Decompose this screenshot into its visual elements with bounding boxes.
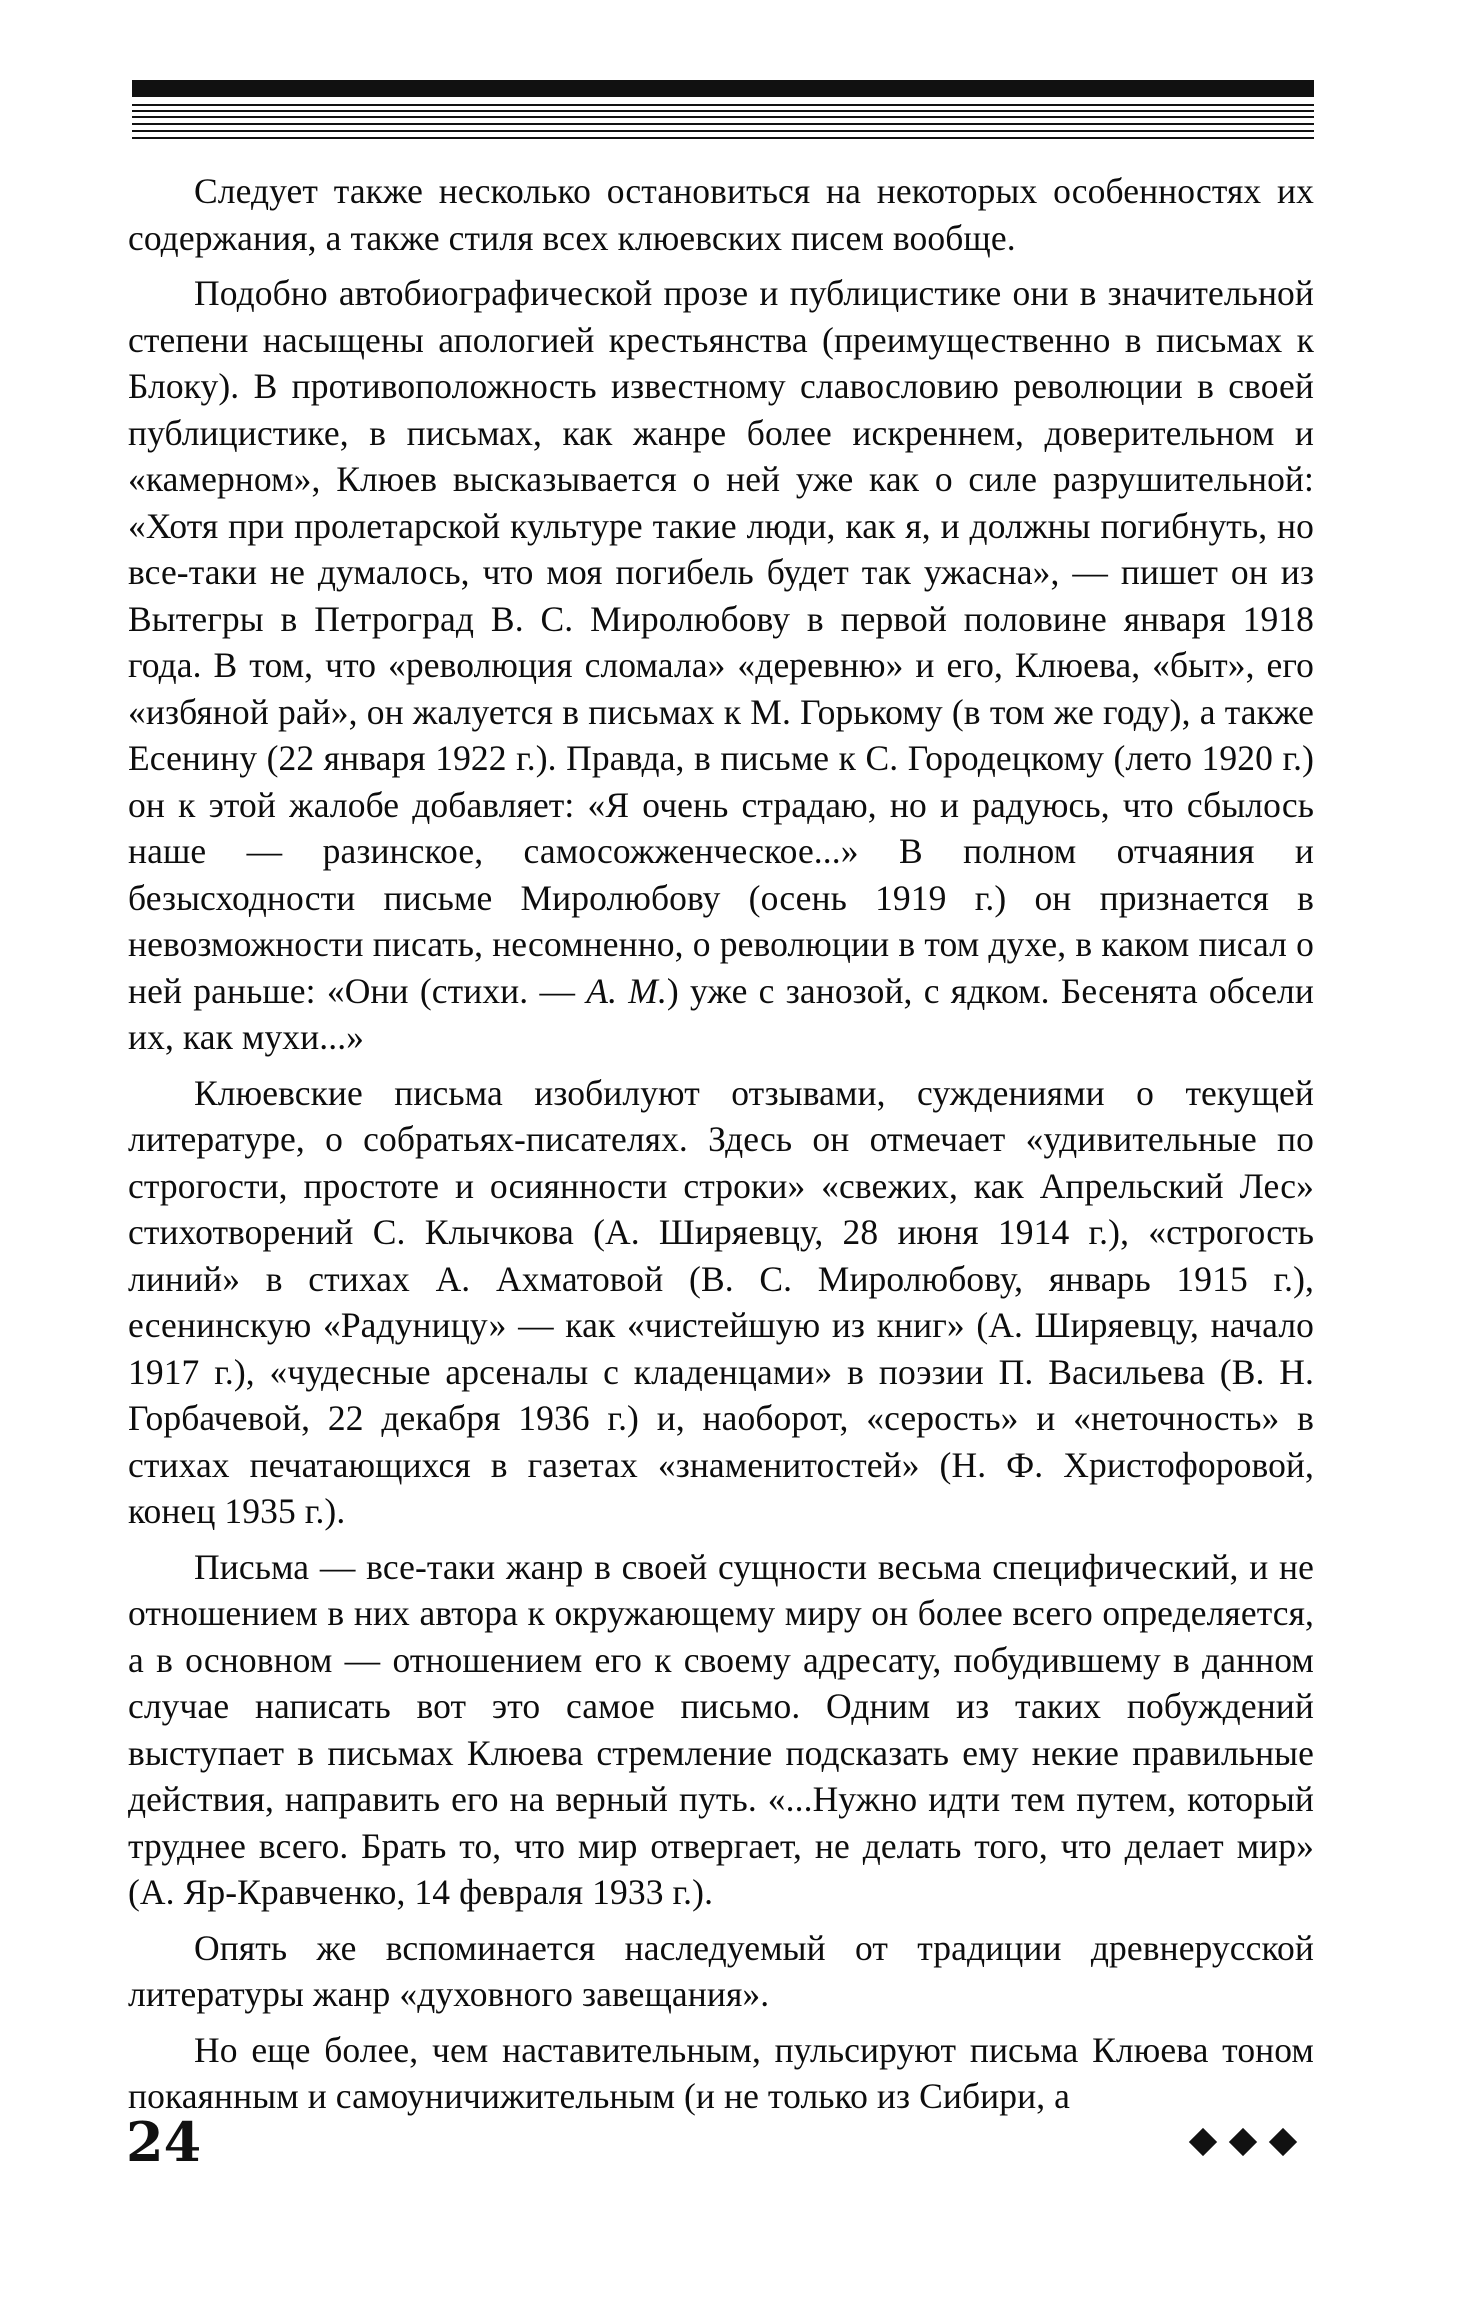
diamond-icon <box>1189 2128 1217 2156</box>
paragraph: Клюевские письма изобилуют отзывами, суждениями о текущей литературе, о собратьях-писателях. Здесь он отмечает «удивительные по строгости, простоте и осиянности строки» «свежих, как Апрельский Лес» стихотворений С. Клычкова (А. Ширяевцу, 28 июня 1914 г.), «строгость линий» в стихах А. Ахматовой (В. С. Миролюбову, январь 1915 г.), есенинскую «Радуницу» — как «чистейшую из книг» (А. Ширяевцу, начало 1917 г.), «чудесные арсеналы с кладенцами» в поэзии П. Васильева (В. Н. Горбачевой, 22 декабря 1936 г.) и, наоборот, «серость» и «неточность» в стихах печатающихся в газетах «знаменитостей» (Н. Ф. Христофоровой, конец 1935 г.). <box>128 1072 1314 1531</box>
header-rule-line <box>132 116 1314 118</box>
header-rule-line <box>132 104 1314 106</box>
diamond-ornament-icon <box>1188 2126 1298 2158</box>
page-number: 24 <box>126 2110 202 2174</box>
paragraph: Но еще более, чем наставительным, пульсируют письма Клюева тоном покаянным и самоуничижительным (и не только из Сибири, а <box>128 2029 1314 2116</box>
header-rule-line <box>132 137 1314 139</box>
paragraph: Письма — все-таки жанр в своей сущности весьма специфический, и не отношением в них автора к окружающему миру он более всего определяется, а в основном — отношением его к своему адресату, побудившему в данном случае написать вот это самое письмо. Одним из таких побуждений выступает в письмах Клюева стремление подсказать ему некие правильные действия, направить его на верный путь. «...Нужно идти тем путем, который труднее всего. Брать то, что мир отвергает, не делать того, что делает мир» (А. Яр-Кравченко, 14 февраля 1933 г.). <box>128 1546 1314 1912</box>
paragraph: Опять же вспоминается наследуемый от традиции древнерусской литературы жанр «духовного завещания». <box>128 1927 1314 2014</box>
author-initials: А. М. <box>586 970 667 1011</box>
paragraph-text: Подобно автобиографической прозе и публицистике они в значительной степени насыщены апологией крестьянства (преимущественно в письмах к Блоку). В противоположность известному славословию революции в своей публицистике, в письмах, как жанре более искреннем, доверительном и «камерном», Клюев высказывается о ней уже как о силе разрушительной: «Хотя при пролетарской культуре такие люди, как я, и должны погибнуть, но все-таки не думалось, что моя погибель будет так ужасна», — пишет он из Вытегры в Петроград В. С. Миролюбову в первой половине января 1918 года. В том, что «революция сломала» «деревню» и его, Клюева, «быт», его «избяной рай», он жалуется в письмах к М. Горькому (в том же году), а также Есенину (22 января 1922 г.). Правда, в письме к С. Городецкому (лето 1920 г.) он к этой жалобе добавляет: «Я очень страдаю, но и радуюсь, что сбылось наше — разинское, самосожженческое...» В полном отчаяния и безысходности письме Миролюбову (осень 1919 г.) он признается в невозможности писать, несомненно, о революции в том духе, в каком писал о ней раньше: «Они (стихи. — <box>128 273 1314 1011</box>
page-text <box>128 168 1314 2129</box>
paragraph <box>128 270 1314 1061</box>
header-rule-line <box>132 130 1314 132</box>
diamond-icon <box>1229 2128 1257 2156</box>
diamond-icon <box>1269 2128 1297 2156</box>
header-rule-line <box>132 123 1314 125</box>
paragraph: Следует также несколько остановиться на некоторых особенностях их содержания, а также стиля всех клюевских писем вообще. <box>128 171 1314 258</box>
paragraph-text: ) уже с занозой, с ядком. Бесенята обсели их, как мухи...» <box>128 970 1314 1057</box>
header-rule-thick <box>132 80 1314 97</box>
header-rule-line <box>132 110 1314 112</box>
